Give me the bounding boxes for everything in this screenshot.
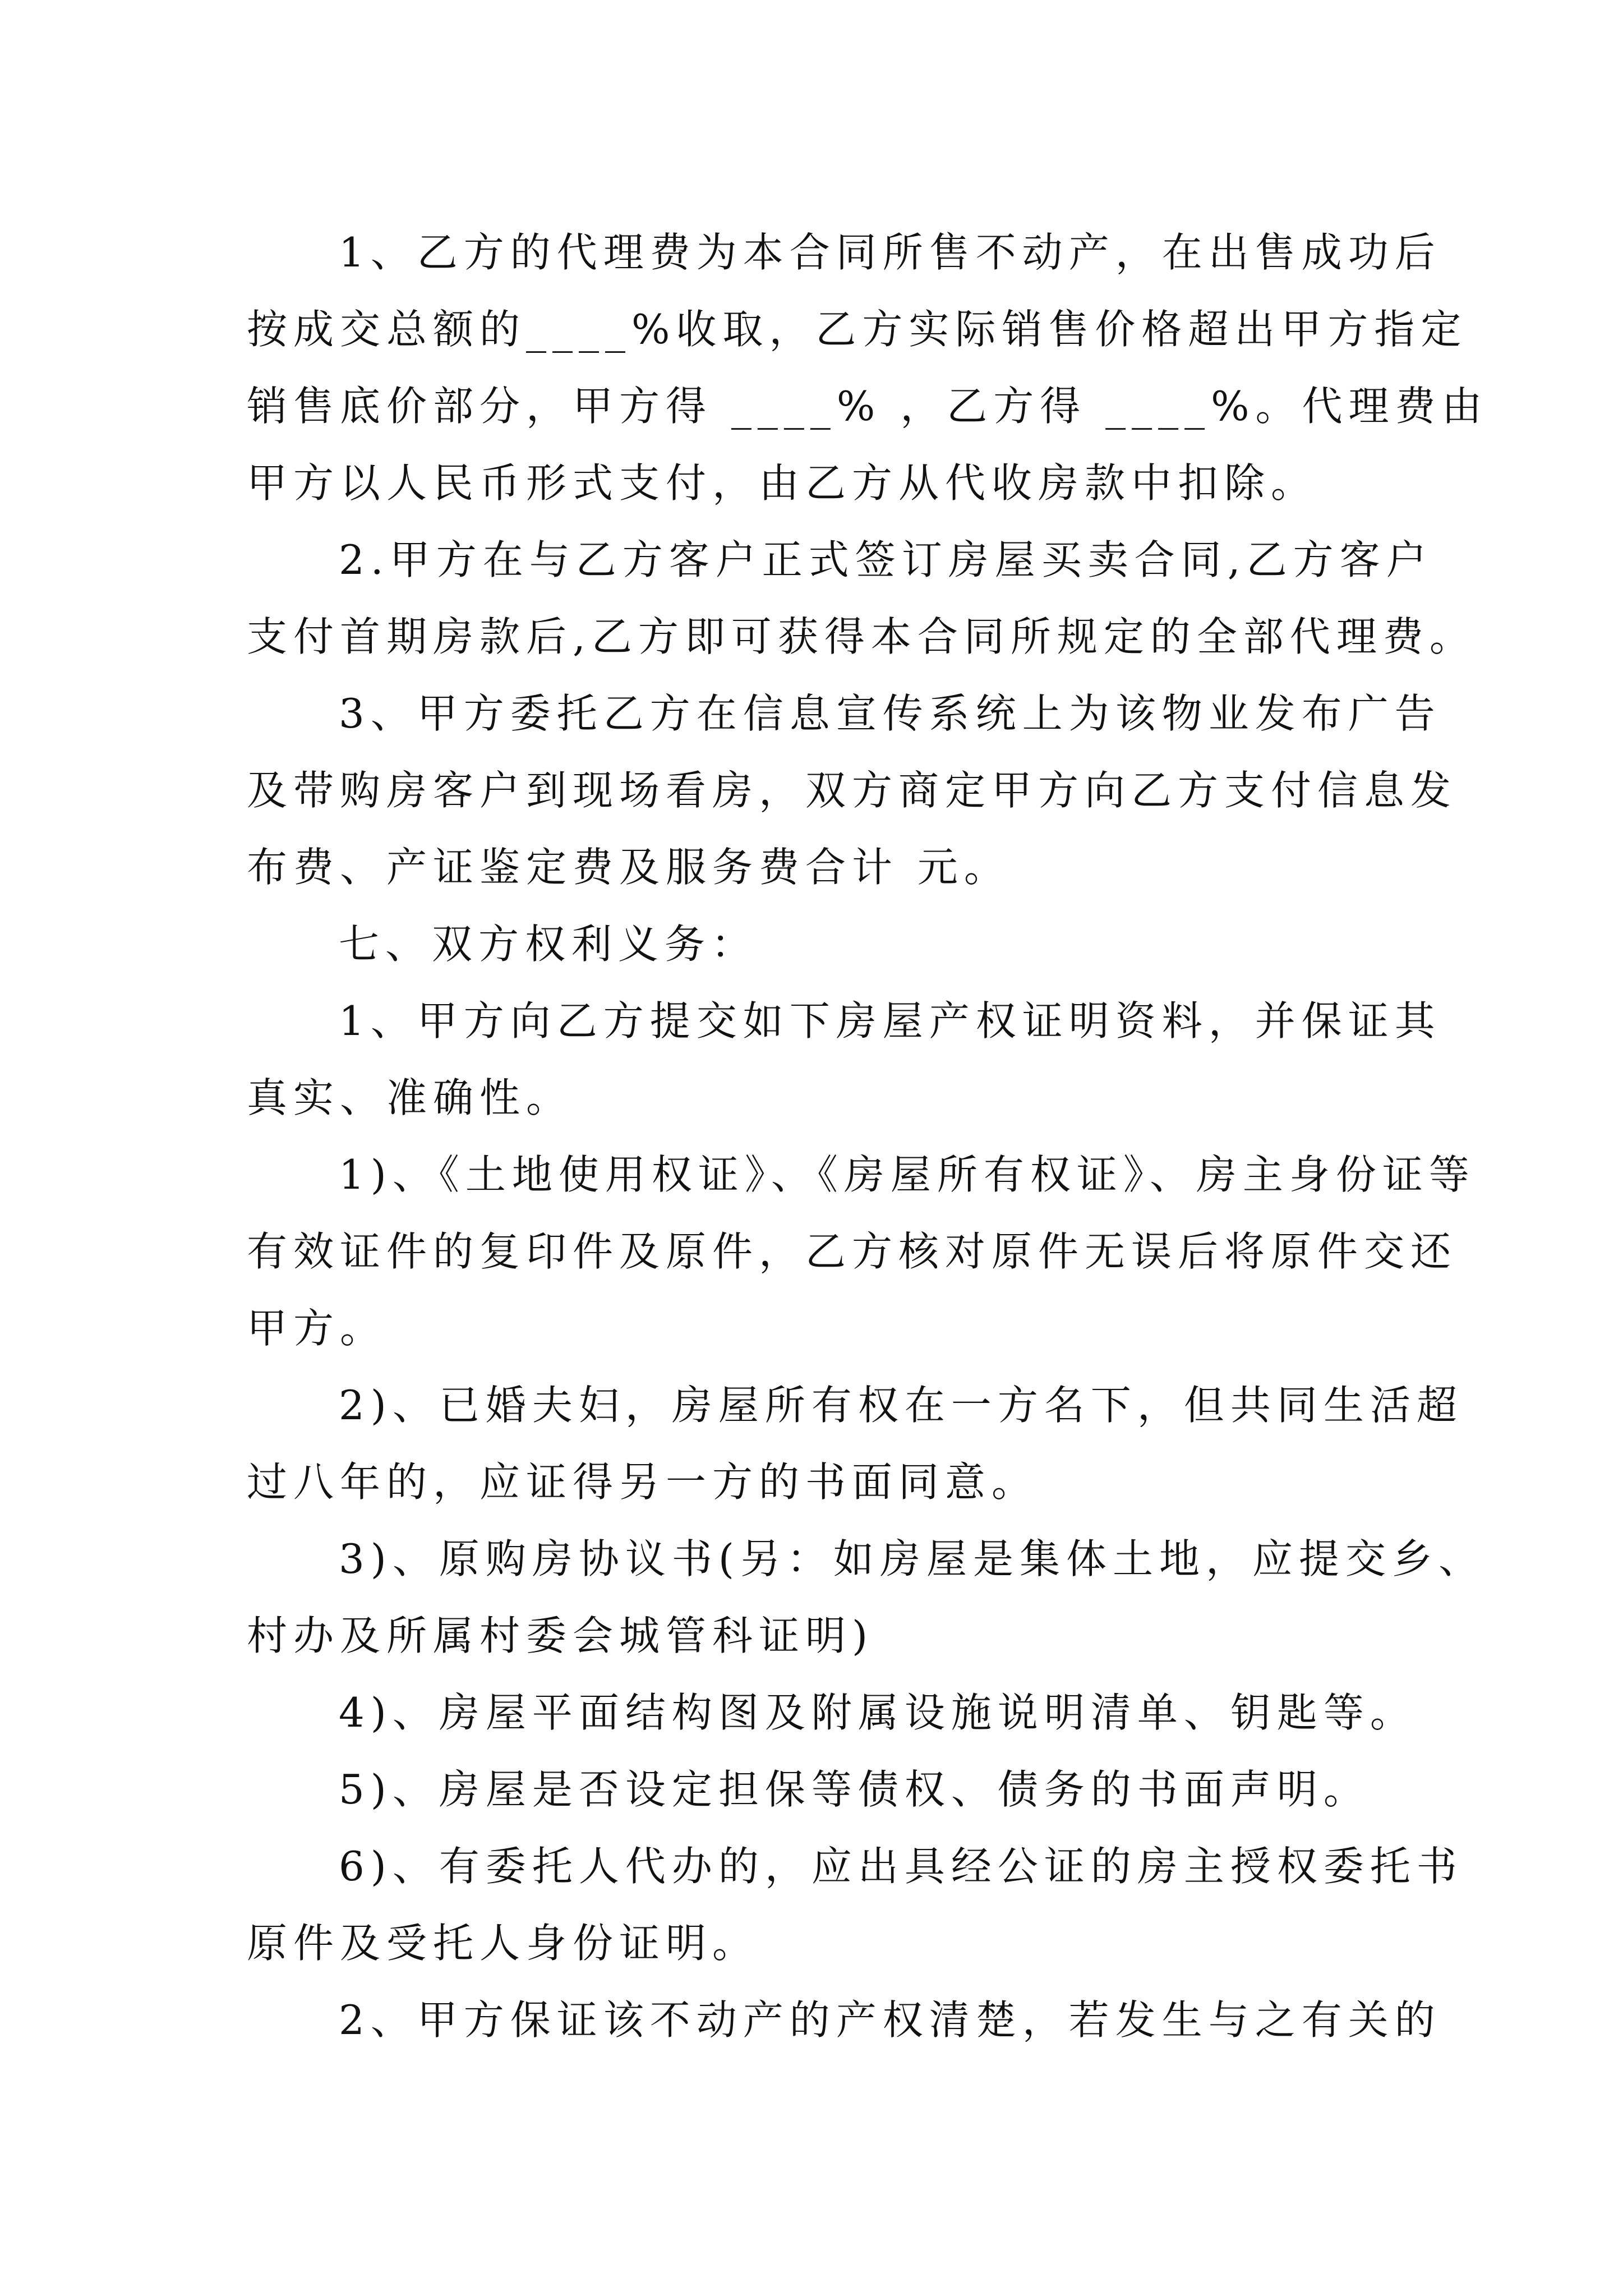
text-line: 5)、房屋是否设定担保等债权、债务的书面声明。: [339, 1766, 1370, 1813]
text-line: 村办及所属村委会城管科证明): [247, 1612, 874, 1659]
text-line: 2)、已婚夫妇，房屋所有权在一方名下，但共同生活超: [339, 1382, 1463, 1429]
text-line: 2、甲方保证该不动产的产权清楚，若发生与之有关的: [339, 1996, 1441, 2044]
document-body: [247, 214, 1488, 2059]
text-line: 1、乙方的代理费为本合同所售不动产，在出售成功后: [339, 229, 1441, 276]
text-line: 1、甲方向乙方提交如下房屋产权证明资料，并保证其: [339, 997, 1441, 1045]
text-line: 3)、原购房协议书(另：如房屋是集体土地，应提交乡、: [339, 1535, 1485, 1582]
section-heading: 七、双方权利义务：: [339, 921, 758, 968]
text-line: 及带购房客户到现场看房，双方商定甲方向乙方支付信息发: [247, 767, 1458, 814]
text-line: 甲方。: [247, 1305, 387, 1352]
text-line: 甲方以人民币形式支付，由乙方从代收房款中扣除。: [247, 459, 1318, 507]
text-line: 4)、房屋平面结构图及附属设施说明清单、钥匙等。: [339, 1689, 1417, 1736]
text-line: 销售底价部分，甲方得 ____% ，乙方得 ____%。代理费由: [247, 383, 1488, 430]
text-line: 真实、准确性。: [247, 1074, 573, 1121]
text-line: 2.甲方在与乙方客户正式签订房屋买卖合同,乙方客户: [339, 536, 1433, 583]
text-line: 按成交总额的____%收取，乙方实际销售价格超出甲方指定: [247, 306, 1468, 353]
text-line: 支付首期房款后,乙方即可获得本合同所规定的全部代理费。: [247, 613, 1476, 660]
text-line: 3、甲方委托乙方在信息宣传系统上为该物业发布广告: [339, 690, 1441, 737]
text-line: 1)、《土地使用权证》、《房屋所有权证》、房主身份证等: [339, 1151, 1476, 1198]
text-line: 有效证件的复印件及原件，乙方核对原件无误后将原件交还: [247, 1228, 1458, 1275]
text-line: 6)、有委托人代办的，应出具经公证的房主授权委托书: [339, 1843, 1463, 1890]
text-line: 原件及受托人身份证明。: [247, 1920, 759, 1967]
text-line: 布费、产证鉴定费及服务费合计 元。: [247, 844, 1011, 891]
text-line: 过八年的，应证得另一方的书面同意。: [247, 1458, 1039, 1506]
